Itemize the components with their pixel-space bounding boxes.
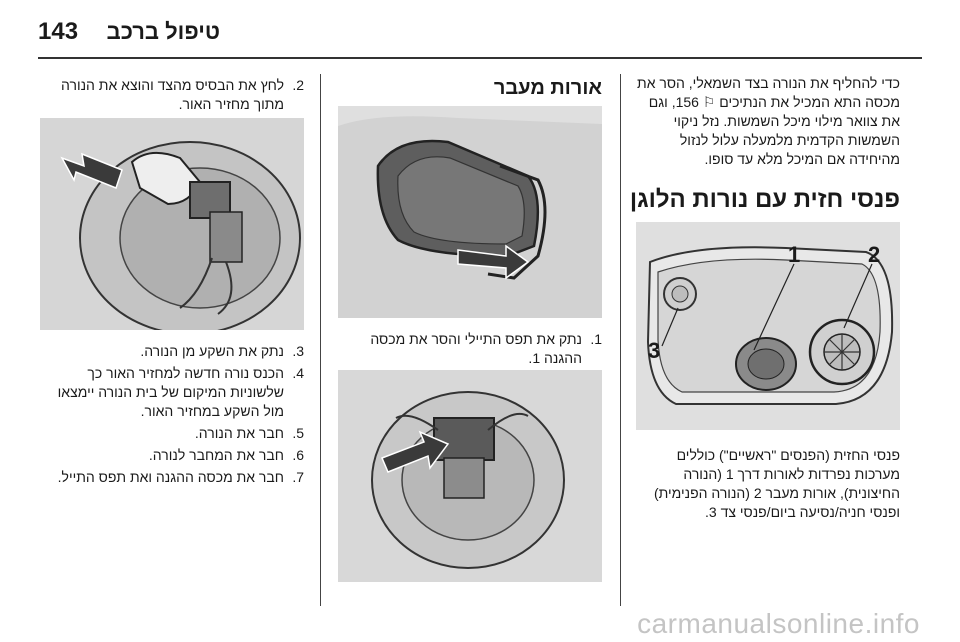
list-item: [40, 76, 304, 114]
step-text: נתק את תפס התיילי והסר את מכסה ההגנה 1.: [370, 331, 582, 366]
watermark: carmanualsonline.info: [637, 608, 920, 639]
step-list-left-top: [40, 76, 304, 114]
headlight-diagram: [636, 222, 900, 430]
step-text: חבר את הנורה.: [194, 425, 284, 441]
bulb-removal-illustration: [40, 118, 304, 330]
step-number: 6.: [292, 447, 304, 463]
list-item: [40, 364, 304, 421]
step-list-left-bottom: [40, 342, 304, 487]
step-number: 4.: [292, 365, 304, 381]
column-divider-right: [620, 74, 621, 606]
list-item: [330, 330, 602, 368]
step-number: 7.: [292, 469, 304, 485]
list-item: [40, 424, 304, 443]
header-rule: [38, 57, 922, 59]
step-text: נתק את השקע מן הנורה.: [140, 343, 284, 359]
step-2: [40, 76, 304, 117]
steps-3-to-7: [40, 342, 304, 490]
list-item: [40, 446, 304, 465]
halogen-headlights-heading: פנסי חזית עם נורות הלוגן: [629, 186, 900, 213]
step-number: 3.: [292, 343, 304, 359]
section-title: טיפול ברכב: [106, 19, 220, 44]
step-text: חבר את מכסה ההגנה ואת תפס התייל.: [57, 469, 284, 485]
step-1: [330, 330, 602, 371]
headlight-caption: פנסי החזית (הפנסים "ראשיים") כוללים מערכות נפרדות לאורות דרך 1 (הנורה החיצונית), אורות מעבר 2 (הנורה הפנימית) ופנסי חניה/נסיעה ביום/פנסי צד 3.: [653, 447, 900, 520]
column-divider-left: [320, 74, 321, 606]
intro-paragraph: כדי להחליף את הנורה בצד השמאלי, הסר את מכסה התא המכיל את הנתיכים ⚐ 156, וגם את צוואר מילוי מיכל השמשות. נזל ניקוי השמשות הקדמית מלמעלה עלול לנזול מהיחידה אם המיכל מלא עד סופו.: [637, 75, 900, 167]
page-header: [38, 18, 220, 48]
list-item: [40, 468, 304, 487]
step-text: הכנס נורה חדשה למחזיר האור כך שלשוניות המיקום של בית הנורה יימצאו מול השקע במחזיר האור.: [57, 365, 284, 419]
cover-removal-illustration: [338, 106, 602, 318]
step-number: 5.: [292, 425, 304, 441]
step-list-middle: [330, 330, 602, 368]
step-number: 1.: [590, 331, 602, 347]
step-text: לחץ את הבסיס מהצד והוצא את הנורה מתוך מחזיר האור.: [61, 77, 284, 112]
callout-2: 2: [868, 242, 881, 267]
bulb-removal-art: [40, 118, 304, 330]
callout-3: 3: [648, 338, 661, 363]
step-number: 2.: [292, 77, 304, 93]
page-number: 143: [38, 18, 79, 45]
step-text: חבר את המחבר לנורה.: [148, 447, 284, 463]
list-item: [40, 342, 304, 361]
cover-removal-art: [338, 106, 602, 318]
headlight-diagram-art: [636, 222, 900, 430]
callout-1: 1: [788, 242, 801, 267]
connector-illustration: [338, 370, 602, 582]
connector-art: [338, 370, 602, 582]
low-beam-heading: אורות מעבר: [493, 77, 602, 99]
